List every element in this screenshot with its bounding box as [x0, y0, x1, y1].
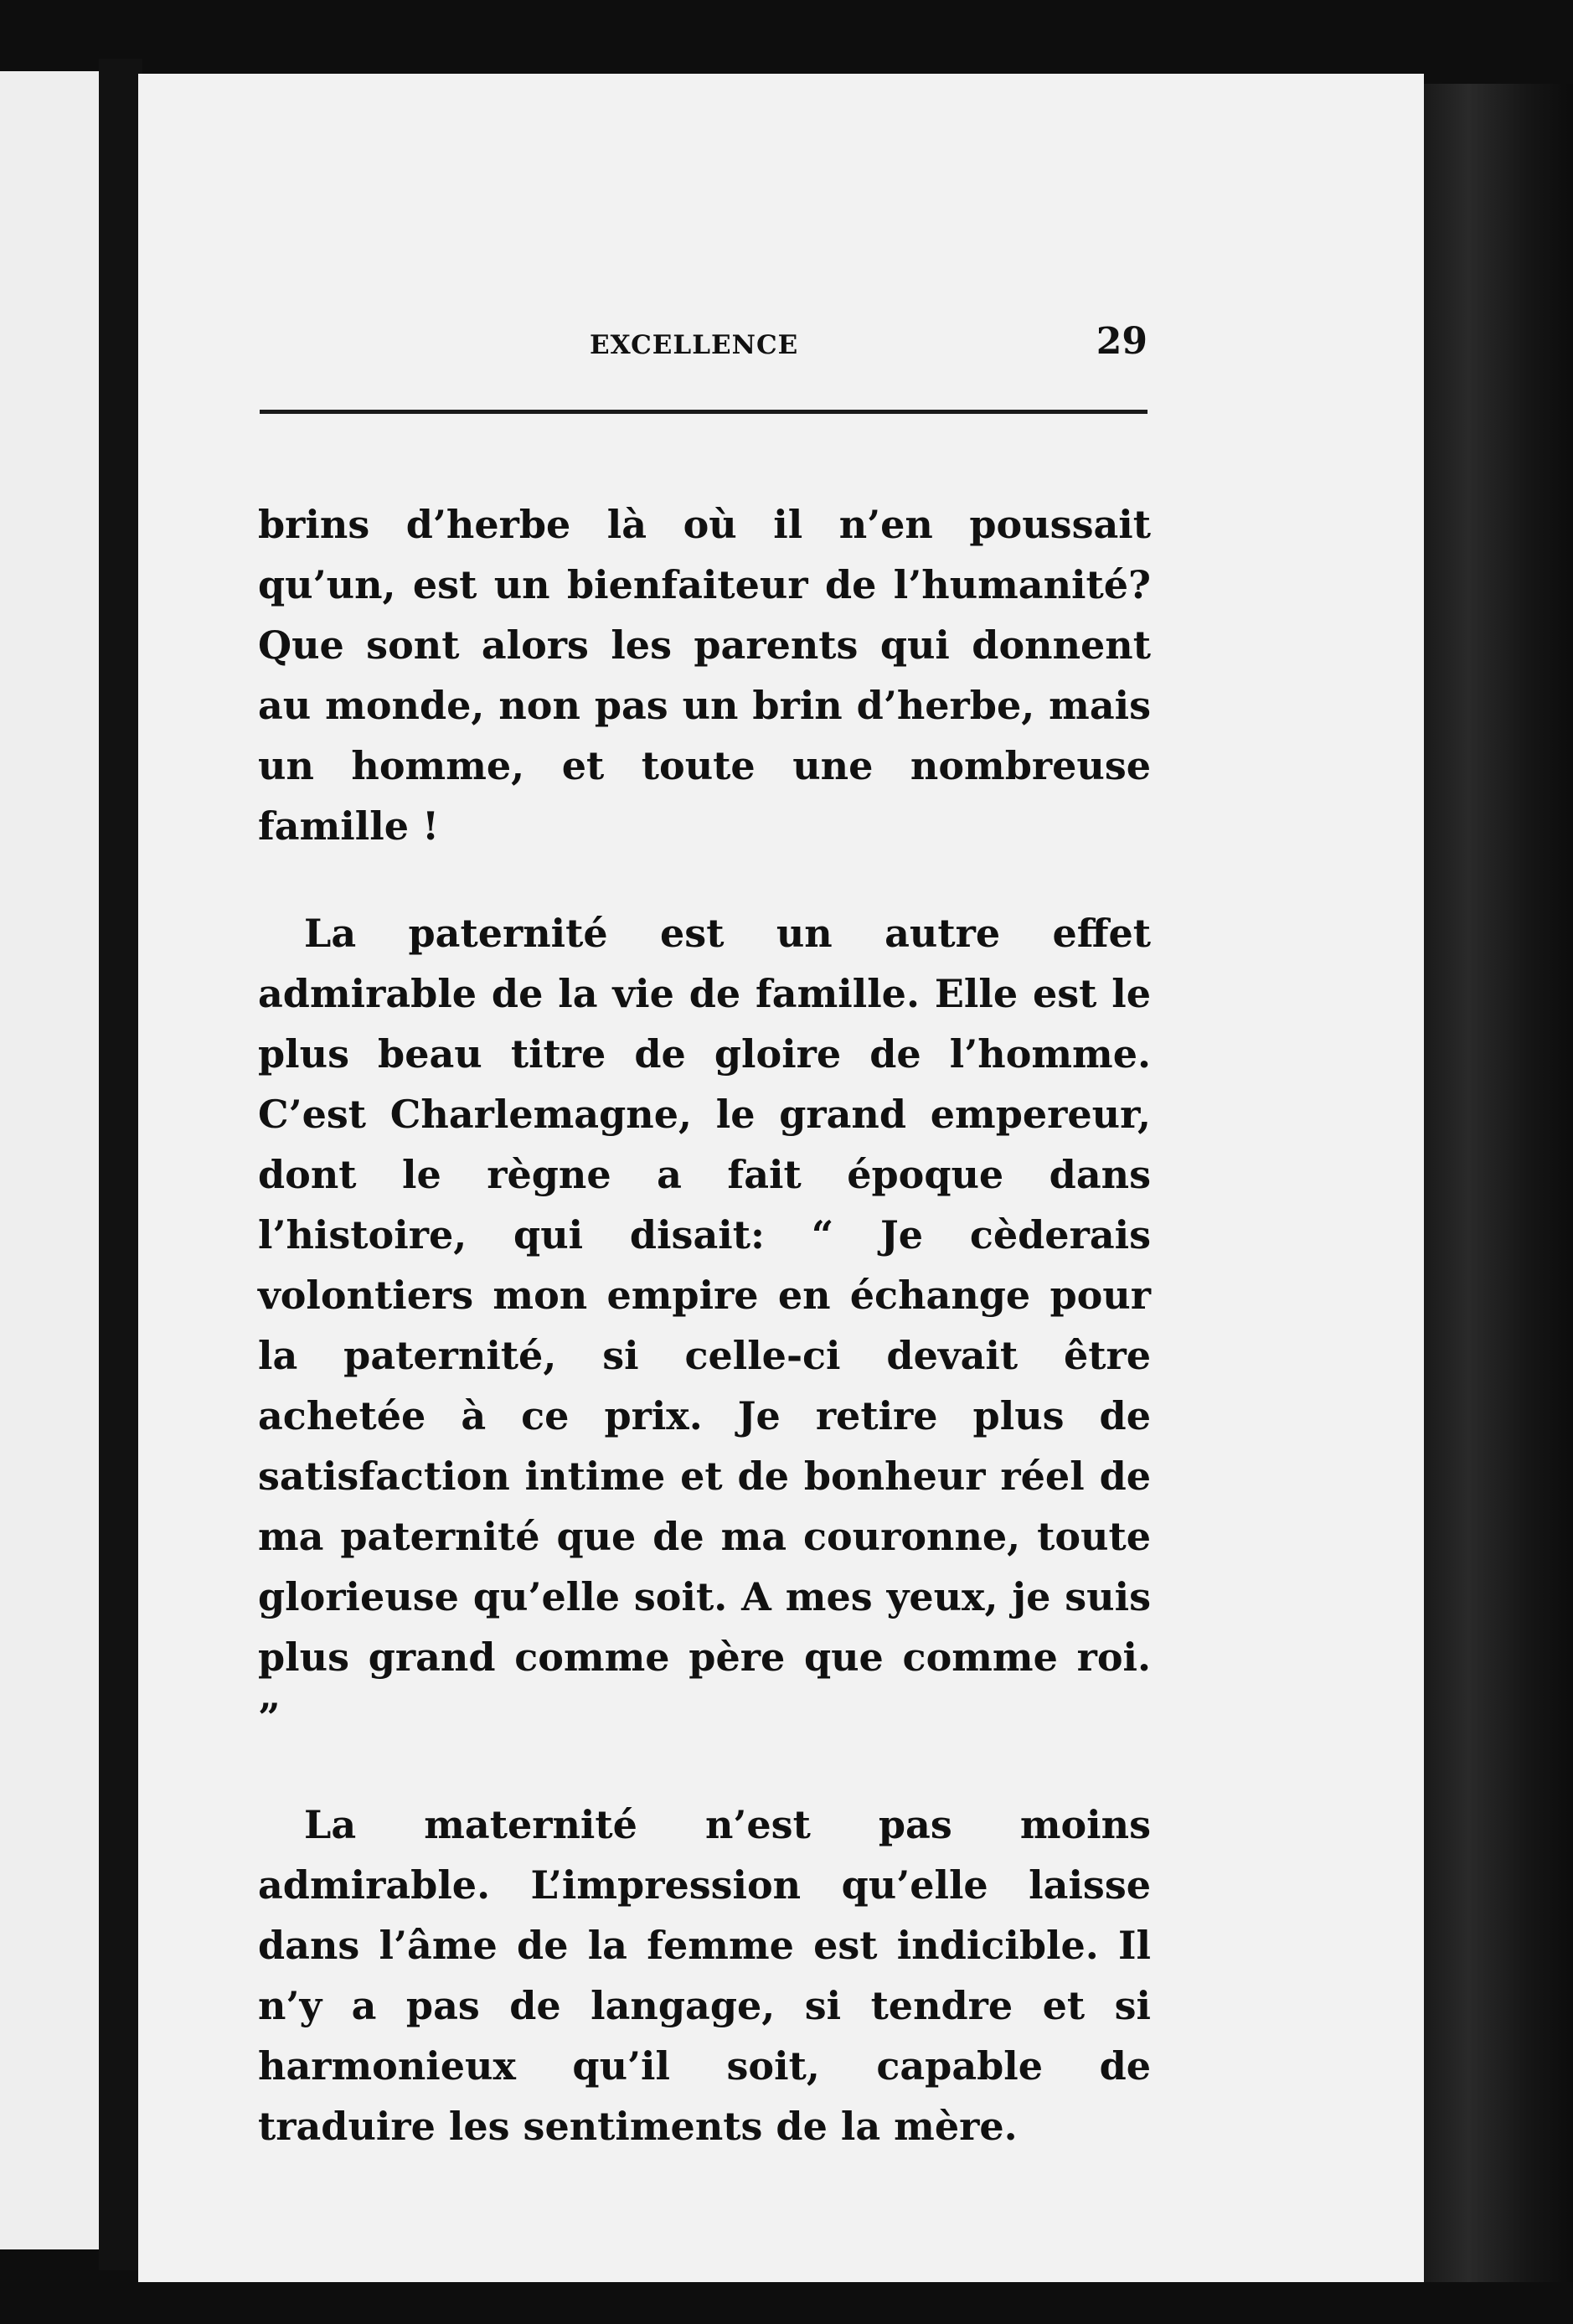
running-title: EXCELLENCE: [590, 330, 799, 360]
paragraph: brins d’herbe là où il n’en poussait qu’un, est un bienfaiteur de l’humanité? Que sont alors les parents qui donnent au monde, non pas un brin d’herbe, mais un homme, et toute une nombreuse famille !: [258, 502, 1151, 849]
page-block-edge: [1424, 84, 1573, 2324]
facing-page-edge: [0, 71, 99, 2249]
body-text: [258, 494, 1151, 2156]
binding-gutter: [99, 59, 142, 2270]
page-number: 29: [1096, 320, 1148, 363]
header-rule: [260, 410, 1148, 414]
running-head: [260, 318, 1148, 377]
paragraph: La paternité est un autre effet admirable de la vie de famille. Elle est le plus beau titre de gloire de l’homme. C’est Charlemagne, le grand empereur, dont le règne a fait époque dans l’histoire, qui disait: “ Je cèderais volontiers mon empire en échange pour la paternité, si celle-ci devait être achetée à ce prix. Je retire plus de satisfaction intime et de bonheur réel de ma paternité que de ma couronne, toute glorieuse qu’elle soit. A mes yeux, je suis plus grand comme père que comme roi. ”: [258, 911, 1151, 1740]
paragraph: La maternité n’est pas moins admirable. L’impression qu’elle laisse dans l’âme de la femme est indicible. Il n’y a pas de langage, si tendre et si harmonieux qu’il soit, capable de traduire les sentiments de la mère.: [258, 1802, 1151, 2149]
scan-bottom-border: [0, 2282, 1573, 2324]
